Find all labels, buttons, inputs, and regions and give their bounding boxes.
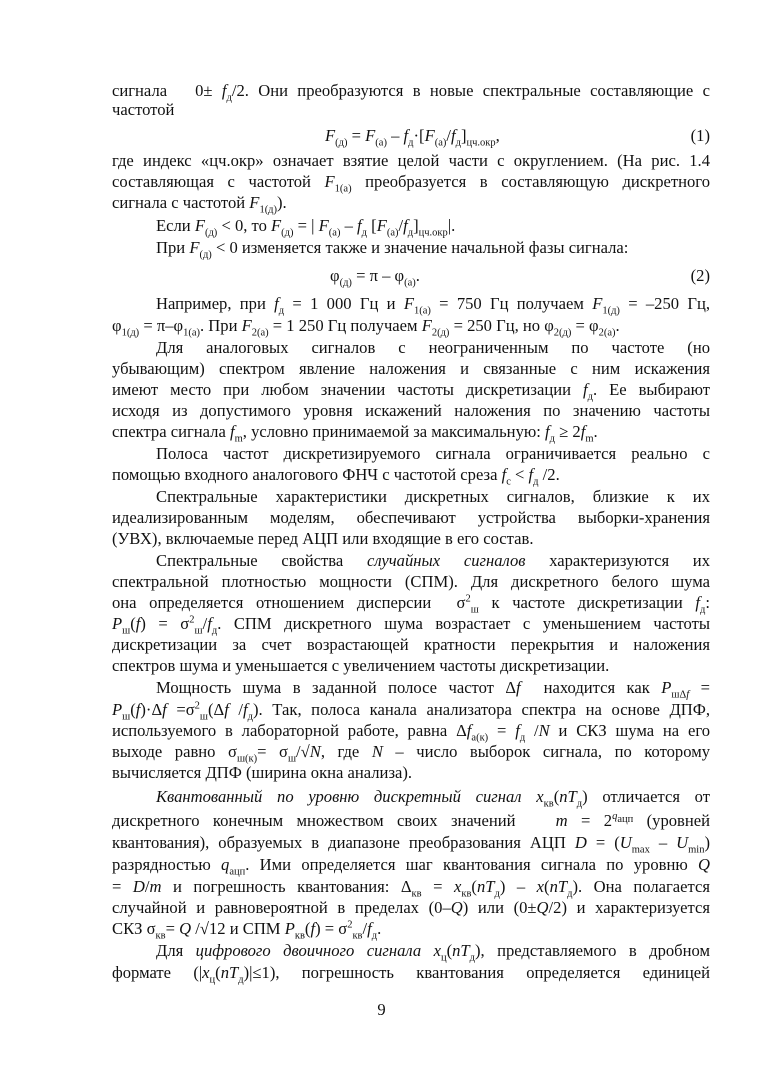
text-line: частотой	[112, 100, 175, 119]
equation-2: $\varphi_{(д)} = \pi - \varphi_{(а)}$.	[330, 266, 420, 289]
text-line: = D/m и погрешность квантования: $\Delta_{кв} = x_{кв}(nT_д) - x(nT_д)$. Она полагается	[112, 877, 710, 900]
text-line: Например, при $f_д = 1$ 000 Гц и $F_{1(а)} = 750$ Гц получаем $F_{1(д)} = -250$ Гц,	[156, 294, 710, 317]
text-line: используемого в лабораторной работе, равна $\Delta f_{а(к)} = f_д$ /N и СКЗ шума на его	[112, 721, 711, 744]
text-line: Спектральные свойства случайных сигналов характеризуются их	[156, 551, 710, 570]
text-line: Спектральные характеристики дискретных сигналов, близкие к их	[156, 487, 710, 506]
text-line: разрядностью $q_{ацп}$. Ими определяется шаг квантования сигнала по уровню Q	[112, 855, 710, 878]
text-line: дискретизации за счет возрастающей кратности перекрытия и наложения	[112, 635, 710, 654]
text-line: Квантованный по уровню дискретный сигнал $x_{кв}(nT_д)$ отличается от	[156, 787, 710, 810]
text-line: При $F_{(д)} < 0$ изменяется также и значение начальной фазы сигнала:	[156, 238, 629, 261]
text-line: $P_ш(f) = \sigma^2_ш/f_д$. СПМ дискретного шума возрастает с уменьшением частоты	[112, 614, 710, 637]
text-line: составляющая с частотой $F_{1(а)}$ преобразуется в составляющую дискретного	[112, 172, 711, 195]
text-line: где индекс «цч.окр» означает взятие целой части с округлением. (На рис. 1.4	[112, 151, 710, 170]
text-line: она определяется отношением дисперсии $\sigma^2_ш$ к частоте дискретизации $f_д$:	[112, 593, 710, 616]
text-line: исходя из допустимого уровня искажений наложения по значению частоты	[112, 401, 710, 420]
text-line: СКЗ $\sigma_{кв}= Q$ /√12 и СПМ $P_{кв}(f) = \sigma^2_{кв}/f_д$.	[112, 919, 382, 942]
equation-number-2: (2)	[690, 266, 710, 285]
text-line: спектра сигнала $f_m$, условно принимаемой за максимальную: $f_д \ge 2f_m$.	[112, 422, 598, 445]
equation-number-1: (1)	[690, 126, 710, 145]
text-line: (УВХ), включаемые перед АЦП или входящие в его состав.	[112, 529, 534, 548]
text-line: $P_ш(f)\cdot\Delta f =\sigma^2_ш(\Delta f$ $/f_д$). Так, полоса канала анализатора спектра на основе ДПФ,	[112, 700, 711, 723]
text-line: убывающим) спектром явление наложения и связанные с ним искажения	[112, 359, 710, 378]
text-line: дискретного конечным множеством своих значений $m = 2^{q_{ацп}}$ (уровней	[112, 811, 711, 830]
text-line: Для аналоговых сигналов с неограниченным по частоте (но	[156, 338, 710, 357]
text-line: квантования), образуемых в диапазоне преобразования АЦП $D = (U_{max} - U_{min})$	[112, 833, 710, 856]
text-line: выходе равно $\sigma_{ш(к)}= \sigma_ш/√N$, где N – число выборок сигнала, по которому	[112, 742, 710, 765]
text-line: $\varphi_{1(д)} = \pi-\varphi_{1(а)}$. При $F_{2(а)} = 1$ 250 Гц получаем $F_{2(д)} = 250$ Гц, но $\varphi_{2(д)} = \varphi_{2(а)}$.	[112, 316, 620, 339]
text-line: помощью входного аналогового ФНЧ с частотой среза $f_c < f_д$ /2.	[112, 465, 560, 488]
text-line: Полоса частот дискретизируемого сигнала ограничивается реально с	[156, 444, 710, 463]
text-line: вычисляется ДПФ (ширина окна анализа).	[112, 763, 413, 782]
text-line: идеализированным моделям, обеспечивают устройства выборки-хранения	[112, 508, 710, 527]
text-line: спектральной плотностью мощности (СПМ). Для дискретного белого шума	[112, 572, 710, 591]
text-line: Мощность шума в заданной полосе частот Δf находится как $P_{ш\Delta f}$ =	[156, 678, 710, 701]
text-line: случайной и равновероятной в пределах (0–Q) или (0±Q/2) и характеризуется	[112, 898, 710, 917]
text-line: сигнала $0\pm f_д/2$. Они преобразуются в новые спектральные составляющие с	[112, 81, 710, 104]
equation-1: $F_{(д)} = F_{(а)} - f_д\cdot[F_{(а)}/f_д]_{цч.окр}$,	[325, 126, 500, 149]
text-line: Если $F_{(д)} < 0$, то $F_{(д)}$ = | $F_{(а)} - f_д$ $[F_{(а)}/f_д]_{цч.окр}|$.	[156, 216, 456, 239]
text-line: формате $(|x_ц(nT_д)|\le 1)$, погрешность квантования определяется единицей	[112, 963, 710, 986]
text-line: сигнала с частотой $F_{1(д)}$).	[112, 193, 287, 216]
text-line: Для цифрового двоичного сигнала $x_ц(nT_д)$, представляемого в дробном	[156, 941, 710, 964]
page-number: 9	[377, 1000, 386, 1019]
text-line: имеют место при любом значении частоты дискретизации $f_д$. Ее выбирают	[112, 380, 710, 403]
text-line: спектров шума и уменьшается с увеличением частоты дискретизации.	[112, 656, 610, 675]
